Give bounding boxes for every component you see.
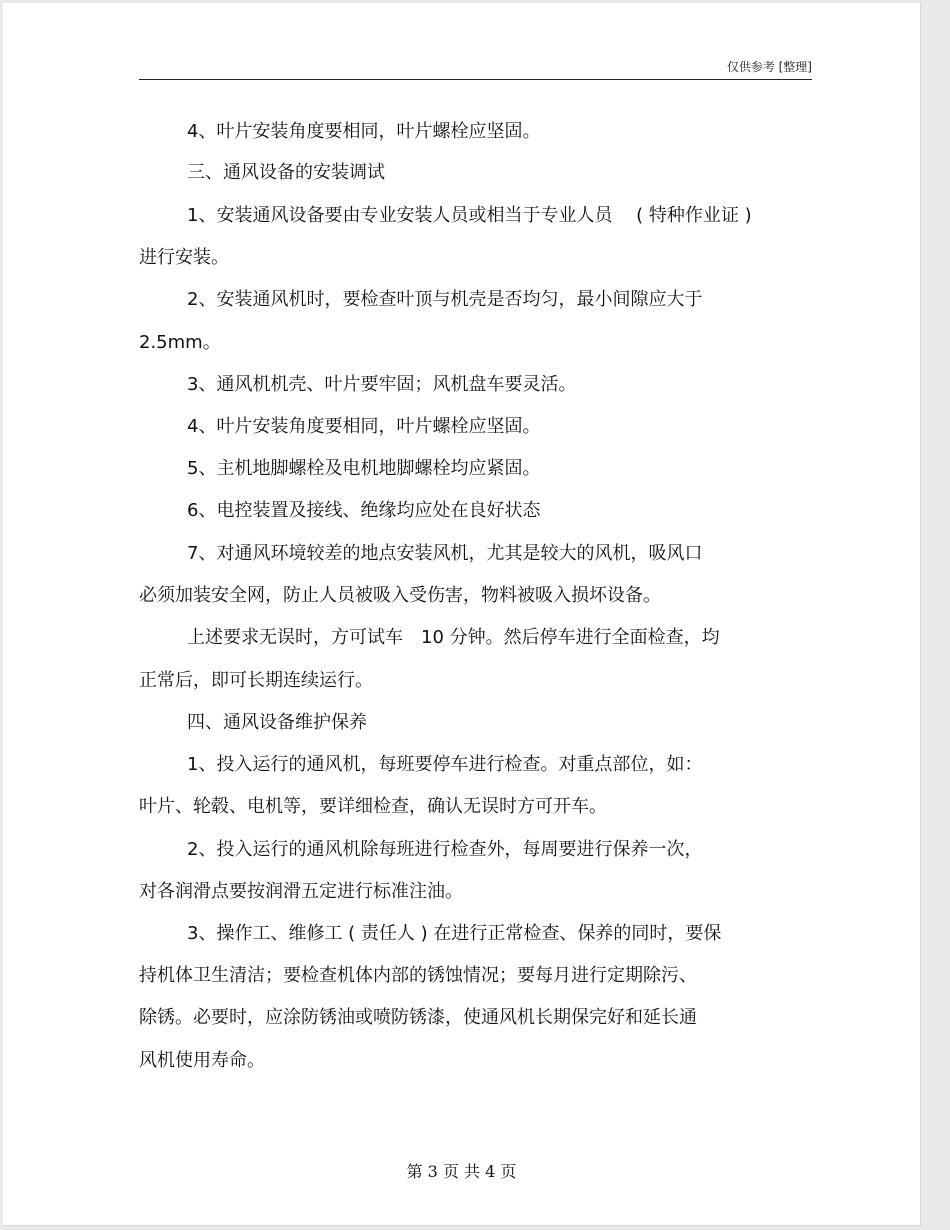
section-heading: 三、通风设备的安装调试 — [187, 162, 385, 183]
body-line: 3、操作工、维修工 ( 责任人 ) 在进行正常检查、保养的同时，要保 — [187, 923, 722, 944]
header-rule — [139, 79, 812, 80]
body-line: 4、叶片安装角度要相同，叶片螺栓应坚固。 — [187, 416, 541, 437]
body-line: 4、叶片安装角度要相同，叶片螺栓应坚固。 — [187, 121, 541, 142]
body-line: 1、安装通风设备要由专业安装人员或相当于专业人员 ( 特种作业证 ) — [187, 205, 752, 226]
body-line: 对各润滑点要按润滑五定进行标准注油。 — [139, 881, 463, 902]
body-line: 除锈。必要时，应涂防锈油或喷防锈漆，使通风机长期保完好和延长通 — [139, 1007, 697, 1028]
body-line: 2、安装通风机时，要检查叶顶与机壳是否均匀，最小间隙应大于 — [187, 289, 703, 310]
document-page — [3, 3, 921, 1226]
body-line: 7、对通风环境较差的地点安装风机，尤其是较大的风机，吸风口 — [187, 543, 703, 564]
body-line: 叶片、轮毂、电机等，要详细检查，确认无误时方可开车。 — [139, 796, 607, 817]
section-heading: 四、通风设备维护保养 — [187, 712, 367, 733]
page-footer: 第 3 页 共 4 页 — [406, 1162, 517, 1181]
body-line: 进行安装。 — [139, 247, 229, 268]
body-line: 2.5mm。 — [139, 332, 221, 353]
body-line: 持机体卫生清洁；要检查机体内部的锈蚀情况；要每月进行定期除污、 — [139, 965, 697, 986]
body-line: 2、投入运行的通风机除每班进行检查外，每周要进行保养一次， — [187, 839, 703, 860]
body-line: 正常后，即可长期连续运行。 — [139, 670, 373, 691]
body-line: 6、电控装置及接线、绝缘均应处在良好状态 — [187, 500, 541, 521]
page-header: 仅供参考 [整理] — [726, 60, 812, 74]
body-line: 3、通风机机壳、叶片要牢固；风机盘车要灵活。 — [187, 374, 577, 395]
body-line: 5、主机地脚螺栓及电机地脚螺栓均应紧固。 — [187, 458, 541, 479]
body-line: 上述要求无误时，方可试车 10 分钟。然后停车进行全面检查，均 — [187, 627, 720, 648]
body-line: 风机使用寿命。 — [139, 1050, 265, 1071]
body-line: 1、投入运行的通风机，每班要停车进行检查。对重点部位，如： — [187, 754, 703, 775]
body-line: 必须加装安全网，防止人员被吸入受伤害，物料被吸入损坏设备。 — [139, 585, 661, 606]
